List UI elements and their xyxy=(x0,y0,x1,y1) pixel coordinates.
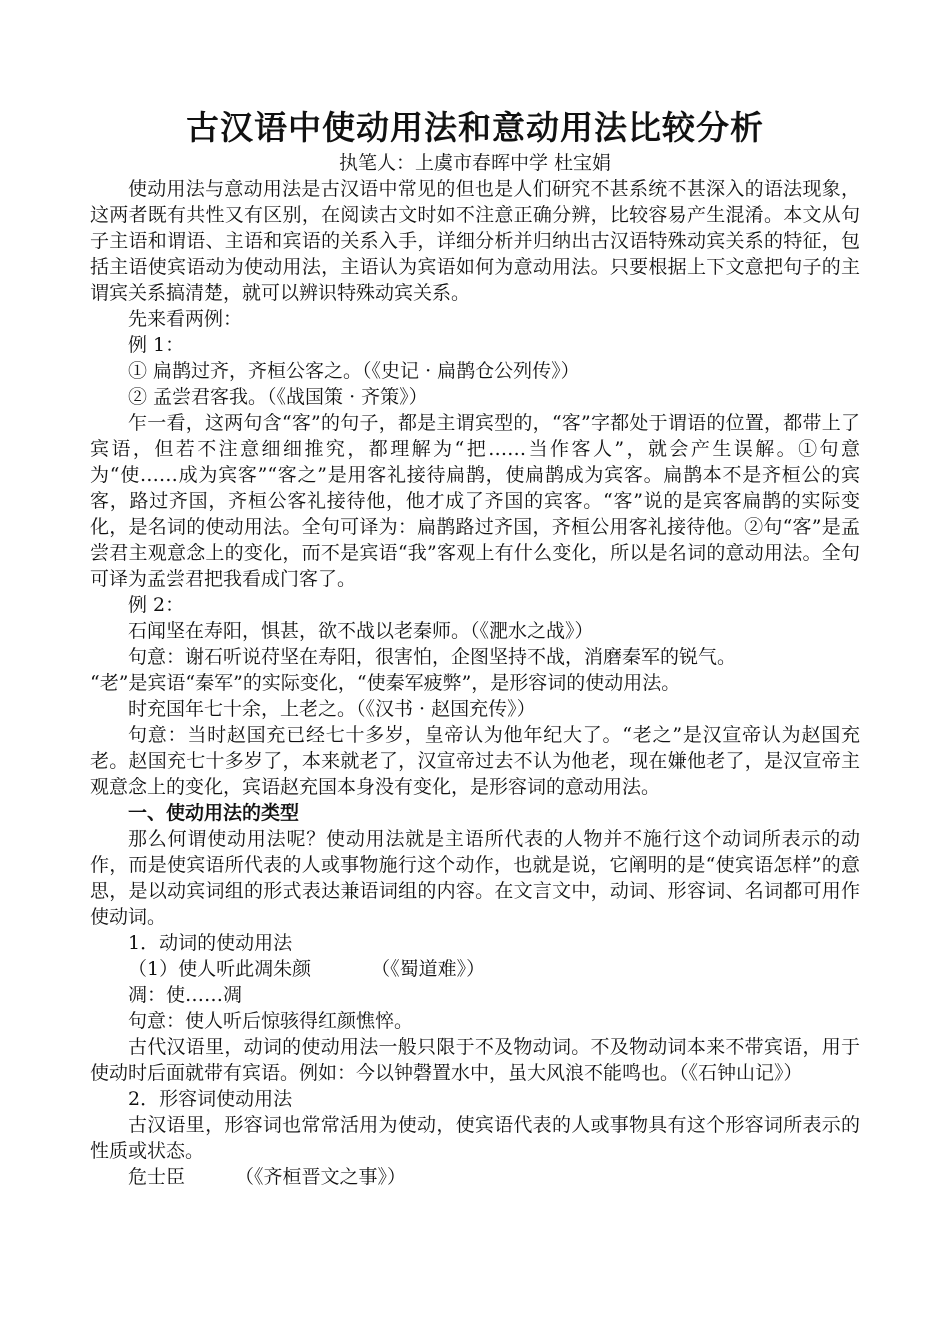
example-sentence: （1）使人听此凋朱颜 xyxy=(128,958,312,980)
document-title: 古汉语中使动用法和意动用法比较分析 xyxy=(186,108,764,147)
document-page xyxy=(90,100,860,1190)
paragraph: 先来看两例： xyxy=(128,308,243,330)
intro-paragraph: 使动用法与意动用法是古汉语中常见的但也是人们研究不甚系统不甚深入的语法现象，这两者既有共性又有区别，在阅读古文时如不注意正确分辨，比较容易产生混淆。本文从句子主语和谓语、主语和宾语的关系入手，详细分析并归纳出古汉语特殊动宾关系的特征，包括主语使宾语动为使动用法，主语认为宾语如何为意动用法。只要根据上下文意把句子的主谓宾关系搞清楚，就可以辨识特殊动宾关系。 xyxy=(90,178,860,304)
subsection-heading: 1．动词的使动用法 xyxy=(128,932,293,954)
example-sentence: ① 扁鹊过齐，齐桓公客之。（《史记 · 扁鹊仓公列传》） xyxy=(128,360,580,382)
subsection-heading: 2．形容词使动用法 xyxy=(128,1088,293,1110)
example-label: 例 2： xyxy=(128,594,185,616)
example-label: 例 1： xyxy=(128,334,185,356)
example-line xyxy=(90,956,860,982)
example-source: （《齐桓晋文之事》） xyxy=(235,1166,407,1188)
paragraph: 句意：使人听后惊骇得红颜憔悴。 xyxy=(128,1010,414,1032)
paragraph: “老”是宾语“秦军”的实际变化，“使秦军疲弊”，是形容词的使动用法。 xyxy=(90,672,681,694)
paragraph: 凋：使……凋 xyxy=(128,984,243,1006)
paragraph: 古代汉语里，动词的使动用法一般只限于不及物动词。不及物动词本来不带宾语，用于使动时后面就带有宾语。例如：今以钟磬置水中，虽大风浪不能鸣也。（《石钟山记》） xyxy=(90,1036,860,1084)
paragraph: 乍一看，这两句含“客”的句子，都是主谓宾型的，“客”字都处于谓语的位置，都带上了宾语，但若不注意细细推究，都理解为“把……当作客人”，就会产生误解。①句意为“使……成为宾客”“客之”是用客礼接待扁鹊，使扁鹊成为宾客。扁鹊本不是齐桓公的宾客，路过齐国，齐桓公客礼接待他，他才成了齐国的宾客。“客”说的是宾客扁鹊的实际变化，是名词的使动用法。全句可译为：扁鹊路过齐国，齐桓公用客礼接待他。②句“客”是孟尝君主观意念上的变化，而不是宾语“我”客观上有什么变化，所以是名词的意动用法。全句可译为孟尝君把我看成门客了。 xyxy=(90,412,860,590)
paragraph: 古汉语里，形容词也常常活用为使动，使宾语代表的人或事物具有这个形容词所表示的性质或状态。 xyxy=(90,1114,860,1162)
example-line xyxy=(90,1164,860,1190)
example-sentence: ② 孟尝君客我。（《战国策 · 齐策》） xyxy=(128,386,428,408)
section-heading: 一、使动用法的类型 xyxy=(128,802,300,824)
paragraph: 那么何谓使动用法呢？使动用法就是主语所代表的人物并不施行这个动词所表示的动作，而是使宾语所代表的人或事物施行这个动作，也就是说，它阐明的是“使宾语怎样”的意思，是以动宾词组的形式表达兼语词组的内容。在文言文中，动词、形容词、名词都可用作使动词。 xyxy=(90,828,860,928)
paragraph: 句意：谢石听说苻坚在寿阳，很害怕，企图坚持不战，消磨秦军的锐气。 xyxy=(128,646,737,668)
example-sentence: 时充国年七十余，上老之。（《汉书 · 赵国充传》） xyxy=(128,698,536,720)
example-source: （《蜀道难》） xyxy=(371,958,486,980)
example-sentence: 危士臣 xyxy=(128,1166,186,1188)
paragraph: 句意：当时赵国充已经七十多岁，皇帝认为他年纪大了。“老之”是汉宣帝认为赵国充老。赵国充七十多岁了，本来就老了，汉宣帝过去不认为他老，现在嫌他老了，是汉宣帝主观意念上的变化，宾语赵充国本身没有变化，是形容词的意动用法。 xyxy=(90,724,860,798)
author-line: 执笔人：上虞市春晖中学 杜宝娟 xyxy=(338,152,612,174)
example-sentence: 石闻坚在寿阳，惧甚，欲不战以老秦师。（《淝水之战》） xyxy=(128,620,594,642)
